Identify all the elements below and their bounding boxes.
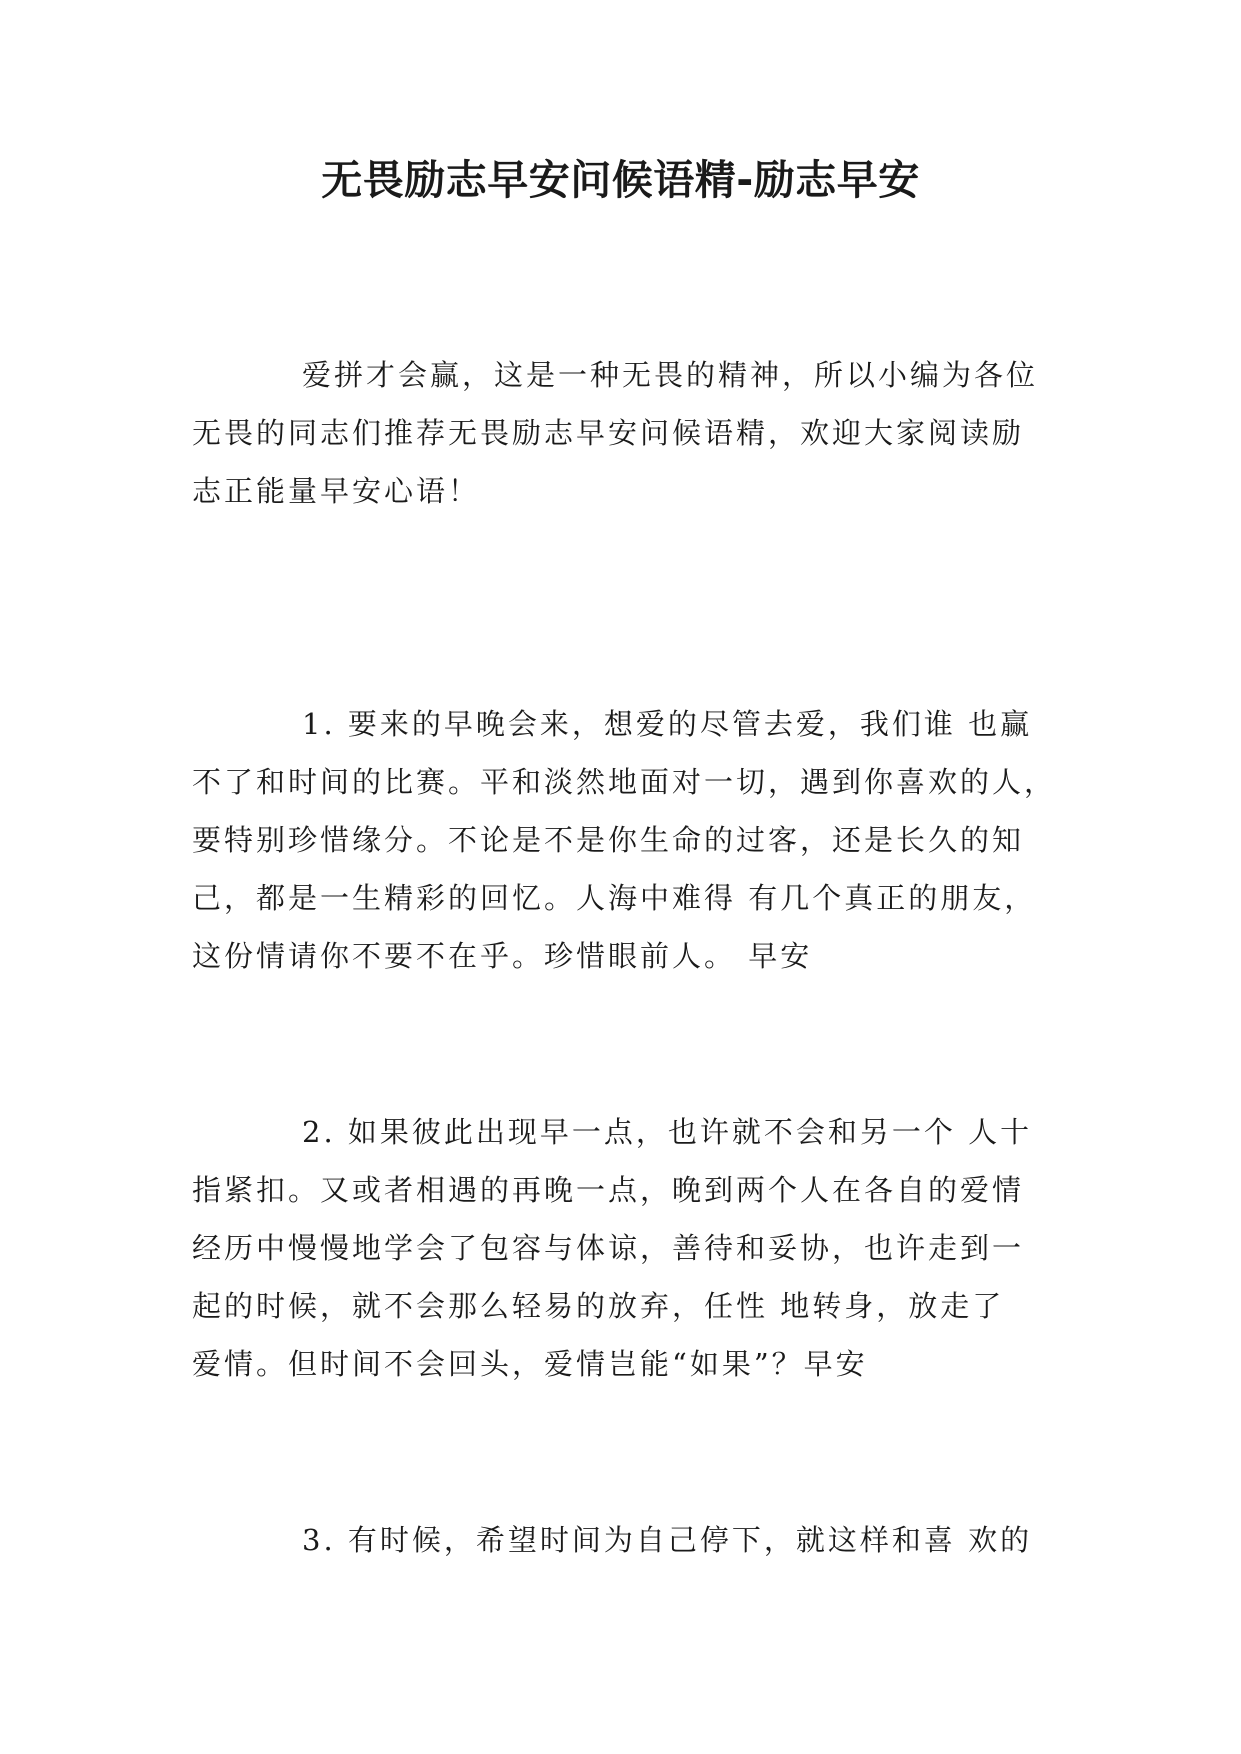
document-title: 无畏励志早安问候语精-励志早安 <box>321 156 920 204</box>
greeting-item-1 <box>192 695 1072 985</box>
paragraph-line: 1. 要来的早晚会来，想爱的尽管去爱，我们谁 也赢 <box>302 707 1033 741</box>
intro-paragraph <box>192 346 1072 520</box>
paragraph-line: 这份情请你不要不在乎。珍惜眼前人。 早安 <box>192 939 813 973</box>
intro-line: 无畏的同志们推荐无畏励志早安问候语精，欢迎大家阅读励 <box>192 416 1025 450</box>
paragraph-line: 3. 有时候，希望时间为自己停下，就这样和喜 欢的 <box>302 1523 1033 1557</box>
paragraph-line: 要特别珍惜缘分。不论是不是你生命的过客，还是长久的知 <box>192 823 1025 857</box>
paragraph-line: 指紧扣。又或者相遇的再晚一点，晚到两个人在各自的爱情 <box>192 1173 1025 1207</box>
intro-line: 志正能量早安心语！ <box>192 474 481 508</box>
paragraph-line: 不了和时间的比赛。平和淡然地面对一切，遇到你喜欢的人， <box>192 765 1057 799</box>
paragraph-line: 起的时候，就不会那么轻易的放弃，任性 地转身，放走了 <box>192 1289 1005 1323</box>
intro-line: 爱拼才会赢，这是一种无畏的精神，所以小编为各位 <box>302 358 1039 392</box>
paragraph-line: 己，都是一生精彩的回忆。人海中难得 有几个真正的朋友， <box>192 881 1037 915</box>
paragraph-line: 2. 如果彼此出现早一点，也许就不会和另一个 人十 <box>302 1115 1033 1149</box>
paragraph-line: 爱情。但时间不会回头，爱情岂能“如果”？早安 <box>192 1347 868 1381</box>
greeting-item-3 <box>192 1511 1072 1569</box>
paragraph-line: 经历中慢慢地学会了包容与体谅，善待和妥协，也许走到一 <box>192 1231 1025 1265</box>
greeting-item-2 <box>192 1103 1072 1393</box>
